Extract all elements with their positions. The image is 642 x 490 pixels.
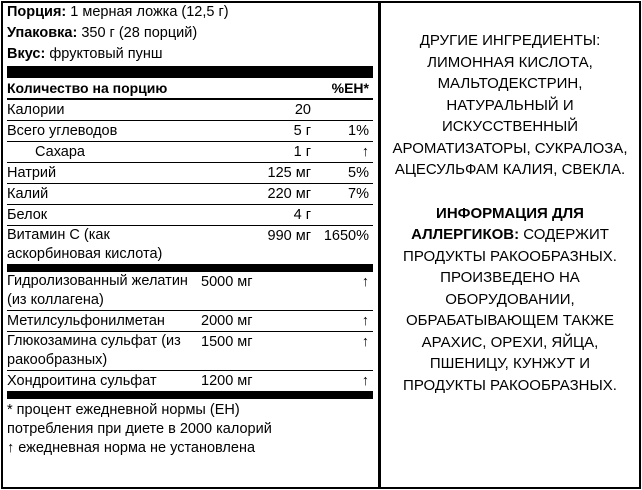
flavor-label: Вкус:: [7, 46, 46, 62]
table-row: [7, 100, 373, 121]
row-amount: 220 мг: [267, 186, 311, 202]
table-row: [7, 121, 373, 142]
row-amount: 1500 мг: [201, 334, 253, 350]
package-label: Упаковка:: [7, 25, 78, 41]
serving-line: [7, 2, 373, 23]
row-pct: ↑: [361, 144, 369, 160]
row-name: Всего углеводов: [7, 123, 118, 139]
row-name: Витамин С (как аскорбиновая кислота): [7, 227, 163, 262]
row-pct: 1650%: [323, 228, 369, 244]
table-row: [7, 184, 373, 205]
package-value: 350 г (28 порций): [81, 25, 198, 41]
ingredients-panel: [388, 30, 632, 396]
table-row: [7, 371, 373, 391]
serving-label: Порция:: [7, 4, 67, 20]
column-header: [7, 78, 373, 100]
footnote: [7, 401, 373, 458]
row-amount: 125 мг: [267, 165, 311, 181]
flavor-line: [7, 44, 373, 65]
row-pct: ↑: [361, 274, 369, 290]
table-row: [7, 142, 373, 163]
allergen-text: СОДЕРЖИТ ПРОДУКТЫ РАКООБРАЗНЫХ. ПРОИЗВЕДЕНО НА ОБОРУДОВАНИИ, ОБРАБАТЫВАЮЩЕМ ТАКЖЕ АРАХИС, ОРЕХИ, ЯЙЦА, ПШЕНИЦУ, КУНЖУТ И ПРОДУКТЫ РАКООБРАЗНЫХ.: [403, 226, 617, 394]
row-name: Белок: [7, 207, 48, 223]
flavor-value: фруктовый пунш: [49, 46, 163, 62]
section-rule: [7, 264, 373, 272]
row-amount: 1200 мг: [201, 373, 253, 389]
row-pct: 1%: [348, 123, 369, 139]
thick-rule: [7, 66, 373, 78]
row-pct: ↑: [361, 334, 369, 350]
footnote-line: * процент ежедневной нормы (ЕН): [7, 402, 240, 418]
table-row: [7, 332, 373, 371]
row-amount: 5 г: [293, 123, 311, 139]
table-row: [7, 163, 373, 184]
package-line: [7, 23, 373, 44]
row-name: Гидролизованный желатин (из коллагена): [7, 273, 188, 308]
column-pct: %ЕН*: [331, 80, 369, 96]
column-divider: [378, 1, 381, 489]
row-name: Сахара: [35, 144, 85, 160]
supplement-facts: [7, 2, 373, 458]
row-name: Натрий: [7, 165, 57, 181]
allergen-info: [388, 203, 632, 397]
row-name: Калий: [7, 186, 49, 202]
allergen-label: ИНФОРМАЦИЯ ДЛЯ АЛЛЕРГИКОВ:: [411, 204, 584, 243]
row-pct: 7%: [348, 186, 369, 202]
row-name: Метилсульфонилметан: [7, 313, 165, 329]
serving-value: 1 мерная ложка (12,5 г): [70, 4, 229, 20]
table-row: [7, 311, 373, 332]
row-pct: ↑: [361, 373, 369, 389]
other-ingredients: ДРУГИЕ ИНГРЕДИЕНТЫ: ЛИМОННАЯ КИСЛОТА, МАЛЬТОДЕКСТРИН, НАТУРАЛЬНЫЙ И ИСКУССТВЕННЫЙ АРОМАТИЗАТОРЫ, СУКРАЛОЗА, АЦЕСУЛЬФАМ КАЛИЯ, СВЕКЛА.: [392, 32, 628, 178]
row-name: Глюкозамина сульфат (из ракообразных): [7, 333, 181, 368]
row-amount: 1 г: [293, 144, 311, 160]
row-pct: ↑: [361, 313, 369, 329]
section-rule: [7, 391, 373, 399]
row-name: Хондроитина сульфат: [7, 373, 157, 389]
row-amount: 2000 мг: [201, 313, 253, 329]
footnote-line: потребления при диете в 2000 калорий: [7, 421, 272, 437]
table-row: [7, 226, 373, 264]
table-row: [7, 205, 373, 226]
row-amount: 5000 мг: [201, 274, 253, 290]
footnote-line: ↑ ежедневная норма не установлена: [7, 440, 256, 456]
row-name: Калории: [7, 102, 65, 118]
row-amount: 20: [294, 102, 311, 118]
row-pct: 5%: [348, 165, 369, 181]
row-amount: 990 мг: [267, 228, 311, 244]
table-row: [7, 272, 373, 311]
row-amount: 4 г: [293, 207, 311, 223]
column-label: Количество на порцию: [7, 80, 168, 96]
